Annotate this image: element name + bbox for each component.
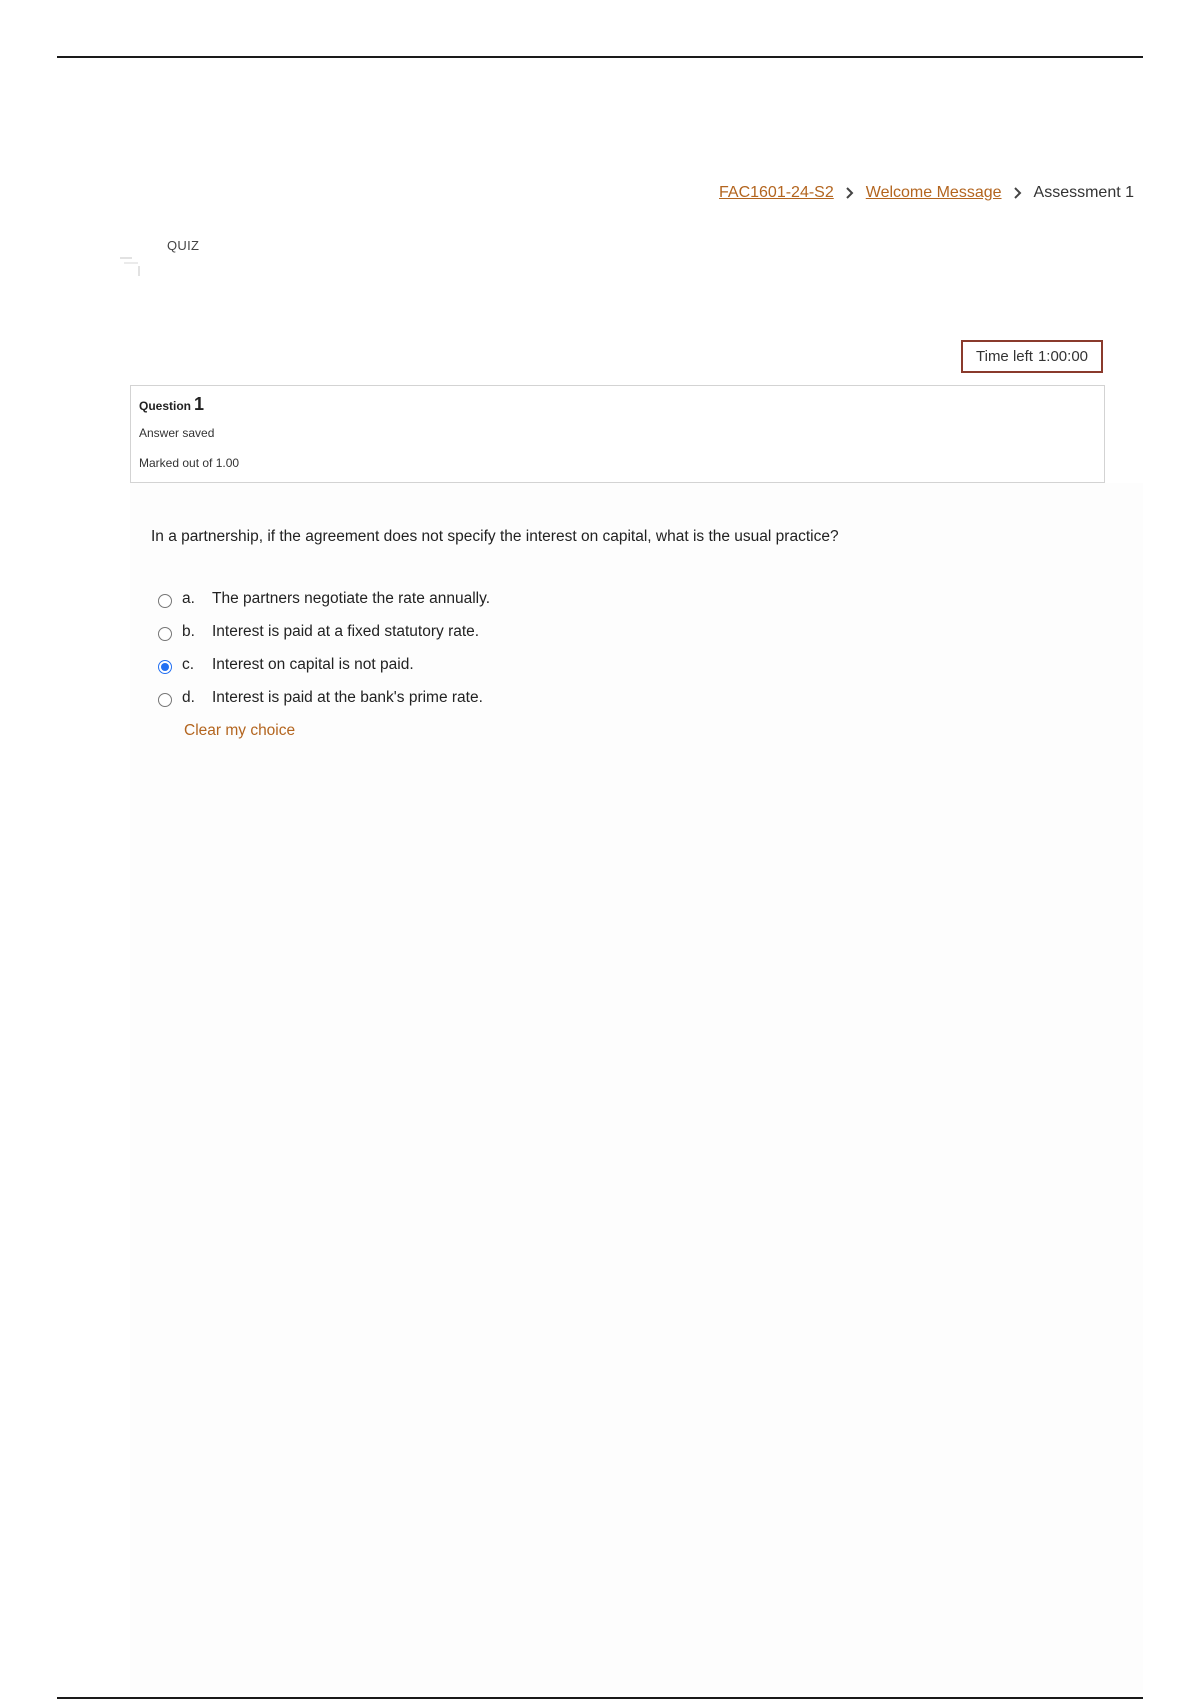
activity-type-label: QUIZ xyxy=(167,238,200,253)
option-text: Interest on capital is not paid. xyxy=(212,655,414,673)
timer-label: Time left xyxy=(976,348,1033,365)
option-letter: a. xyxy=(182,589,195,607)
breadcrumb xyxy=(719,184,1134,202)
option-text: Interest is paid at the bank's prime rate. xyxy=(212,688,483,706)
question-info-panel xyxy=(130,385,1105,483)
option-text: The partners negotiate the rate annually. xyxy=(212,589,491,607)
option-letter: c. xyxy=(182,655,195,673)
answer-options xyxy=(158,582,490,714)
top-divider xyxy=(57,56,1143,58)
option-letter: d. xyxy=(182,688,195,706)
answer-option-b[interactable] xyxy=(158,615,490,648)
question-number-label: Question xyxy=(139,399,192,413)
question-grade: Marked out of 1.00 xyxy=(139,456,240,470)
breadcrumb-course-link[interactable]: FAC1601-24-S2 xyxy=(719,184,834,201)
question-number xyxy=(139,394,204,415)
clear-choice-link[interactable]: Clear my choice xyxy=(184,722,296,739)
breadcrumb-current: Assessment 1 xyxy=(1033,184,1134,201)
radio-button[interactable] xyxy=(158,693,172,707)
bottom-divider xyxy=(57,1697,1143,1699)
radio-button[interactable] xyxy=(158,660,172,674)
option-text: Interest is paid at a fixed statutory rate. xyxy=(212,622,480,640)
radio-button[interactable] xyxy=(158,594,172,608)
question-text: In a partnership, if the agreement does not specify the interest on capital, what is the usual practice? xyxy=(151,528,839,545)
quiz-icon xyxy=(118,254,142,278)
timer-value: 1:00:00 xyxy=(1037,348,1088,365)
time-left-timer xyxy=(961,340,1103,373)
answer-option-c[interactable] xyxy=(158,648,490,681)
option-letter: b. xyxy=(182,622,195,640)
breadcrumb-section-link[interactable]: Welcome Message xyxy=(865,184,1002,201)
chevron-right-icon xyxy=(844,186,856,200)
answer-option-d[interactable] xyxy=(158,681,490,714)
radio-button[interactable] xyxy=(158,627,172,641)
question-number-value: 1 xyxy=(194,394,205,414)
answer-option-a[interactable] xyxy=(158,582,490,615)
chevron-right-icon xyxy=(1012,186,1024,200)
question-state: Answer saved xyxy=(139,426,215,440)
